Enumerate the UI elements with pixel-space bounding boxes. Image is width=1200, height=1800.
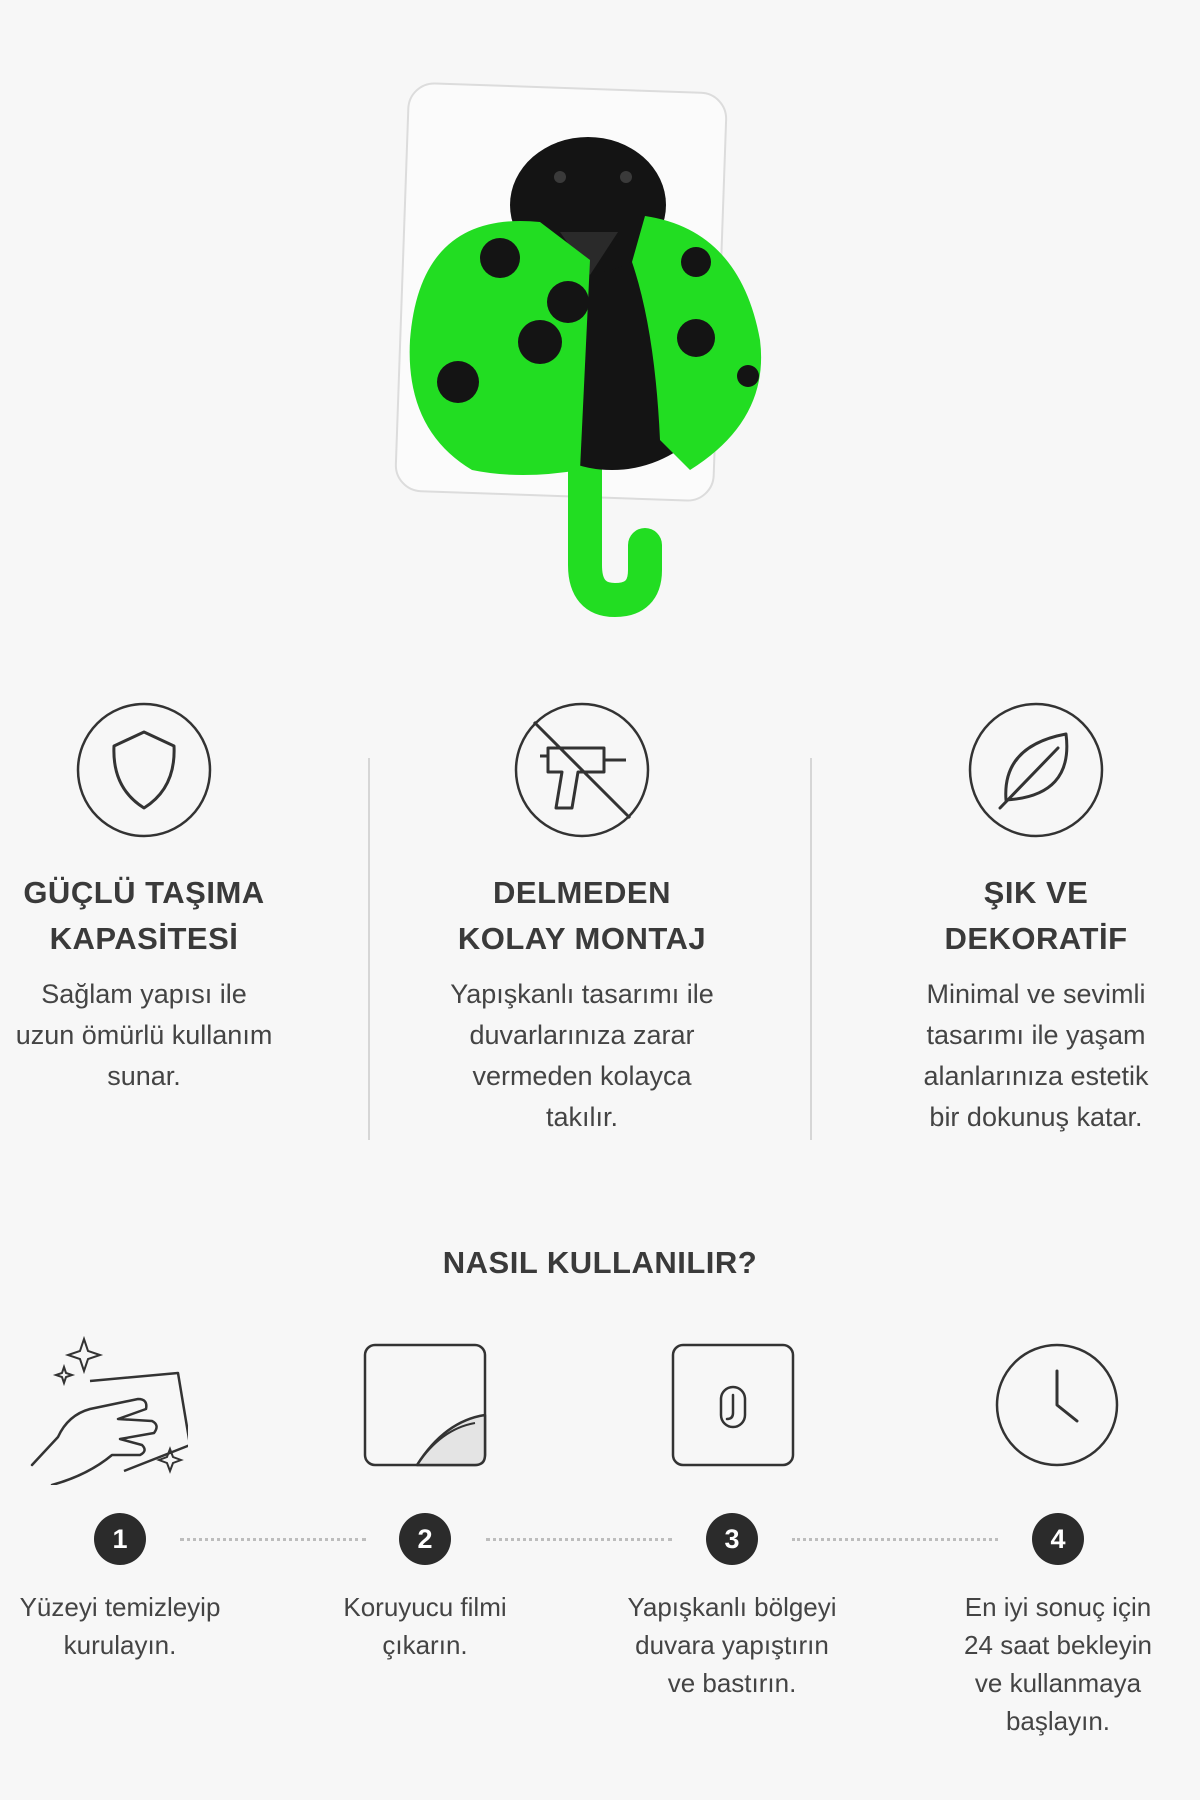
feature-easy-mount (412, 700, 752, 1138)
step-description: En iyi sonuç için 24 saat bekleyin ve kullanmaya başlayın. (964, 1592, 1152, 1736)
howto-title: NASIL KULLANILIR? (442, 1245, 758, 1280)
no-drill-icon (512, 700, 652, 840)
step-number-badge: 3 (706, 1513, 758, 1565)
feature-description: Minimal ve sevimli tasarımı ile yaşam alanlarınıza estetik bir dokunuş katar. (923, 979, 1149, 1132)
step-description: Yapışkanlı bölgeyi duvara yapıştırın ve bastırın. (627, 1592, 837, 1698)
feature-divider (368, 758, 370, 1140)
product-image-ladybug-hook (0, 0, 1200, 640)
clock-icon (977, 1325, 1137, 1485)
step-number-badge: 2 (399, 1513, 451, 1565)
step-connector (486, 1538, 672, 1541)
feature-strong-capacity (0, 700, 314, 1097)
leaf-icon (966, 700, 1106, 840)
feature-title: GÜÇLÜ TAŞIMA KAPASİTESİ (23, 875, 265, 956)
feature-stylish (866, 700, 1200, 1138)
step-connector (180, 1538, 366, 1541)
shield-icon (74, 700, 214, 840)
features-section (0, 700, 1200, 1160)
step-number-badge: 4 (1032, 1513, 1084, 1565)
step-connector (792, 1538, 998, 1541)
wipe-hand-icon (28, 1325, 188, 1485)
feature-title: DELMEDEN KOLAY MONTAJ (457, 875, 707, 956)
feature-title: ŞIK VE DEKORATİF (944, 875, 1128, 956)
step-number-badge: 1 (94, 1513, 146, 1565)
feature-description: Sağlam yapısı ile uzun ömürlü kullanım sunar. (15, 979, 273, 1091)
step-description: Yüzeyi temizleyip kurulayın. (19, 1592, 221, 1660)
feature-description: Yapışkanlı tasarımı ile duvarlarınıza zarar vermeden kolayca takılır. (450, 979, 714, 1132)
feature-divider (810, 758, 812, 1140)
step-description: Koruyucu filmi çıkarın. (343, 1592, 507, 1660)
hook-pad-icon (653, 1325, 813, 1485)
peel-film-icon (345, 1325, 505, 1485)
